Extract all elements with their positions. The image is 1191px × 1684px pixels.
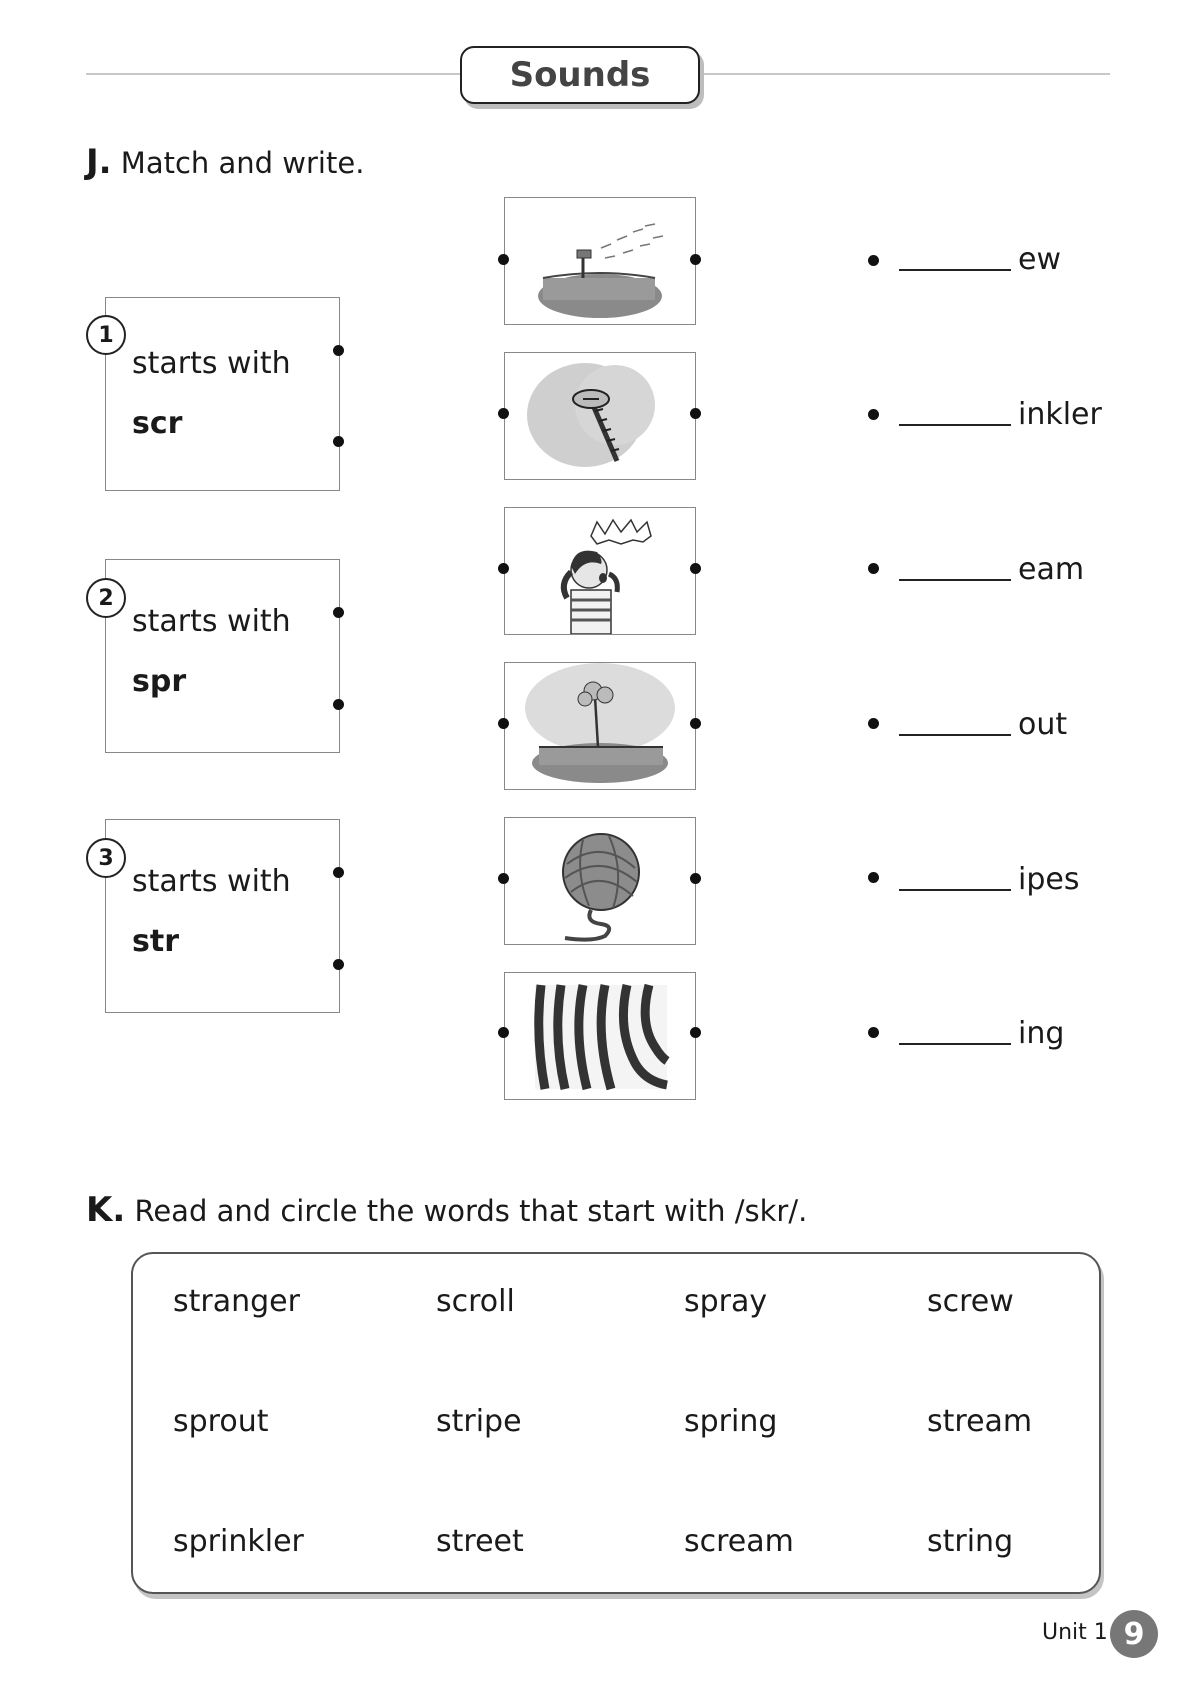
sprout-icon: [505, 663, 695, 789]
start-cluster: scr: [132, 406, 183, 441]
string-ball-icon: [505, 818, 695, 944]
match-dot[interactable]: [498, 873, 509, 884]
match-dot[interactable]: [868, 255, 879, 266]
start-text: starts with: [132, 864, 291, 899]
word-ending: eam: [1018, 552, 1085, 587]
word-box: [131, 1252, 1101, 1594]
screw-icon: [505, 353, 695, 479]
page-number: 9: [1110, 1610, 1158, 1658]
girl-screaming-icon: [505, 508, 695, 634]
match-dot[interactable]: [868, 718, 879, 729]
section-k-heading: [86, 1190, 807, 1230]
section-k-instruction: Read and circle the words that start with /skr/.: [134, 1194, 808, 1228]
word-item[interactable]: scroll: [436, 1284, 515, 1319]
word-item[interactable]: string: [927, 1524, 1014, 1559]
match-dot[interactable]: [498, 1027, 509, 1038]
header-rule-right: [696, 73, 1110, 75]
write-blank[interactable]: [899, 424, 1011, 426]
string-ball-picture: [504, 817, 696, 945]
match-dot[interactable]: [690, 873, 701, 884]
start-box-2: [105, 559, 340, 753]
sprinkler-icon: [505, 198, 695, 324]
word-ending: inkler: [1018, 397, 1102, 432]
match-dot[interactable]: [333, 345, 344, 356]
match-dot[interactable]: [498, 408, 509, 419]
match-dot[interactable]: [333, 699, 344, 710]
number-circle-2: 2: [86, 578, 126, 618]
zebra-stripes-icon: [505, 973, 695, 1099]
match-dot[interactable]: [868, 563, 879, 574]
match-dot[interactable]: [690, 408, 701, 419]
start-box-3: [105, 819, 340, 1013]
start-text: starts with: [132, 346, 291, 381]
match-dot[interactable]: [690, 1027, 701, 1038]
write-blank[interactable]: [899, 579, 1011, 581]
word-item[interactable]: sprinkler: [173, 1524, 304, 1559]
start-text: starts with: [132, 604, 291, 639]
word-ending: ing: [1018, 1016, 1065, 1051]
write-blank[interactable]: [899, 1043, 1011, 1045]
write-blank[interactable]: [899, 889, 1011, 891]
word-item[interactable]: stranger: [173, 1284, 300, 1319]
word-ending: ew: [1018, 242, 1061, 277]
match-dot[interactable]: [333, 867, 344, 878]
match-dot[interactable]: [333, 607, 344, 618]
match-dot[interactable]: [690, 718, 701, 729]
match-dot[interactable]: [498, 563, 509, 574]
match-dot[interactable]: [333, 959, 344, 970]
start-box-1: [105, 297, 340, 491]
write-blank[interactable]: [899, 734, 1011, 736]
section-j-letter: J.: [86, 142, 112, 182]
page-title: Sounds: [460, 46, 700, 104]
word-item[interactable]: scream: [684, 1524, 794, 1559]
write-blank[interactable]: [899, 269, 1011, 271]
sprout-picture: [504, 662, 696, 790]
word-item[interactable]: sprout: [173, 1404, 269, 1439]
word-item[interactable]: spray: [684, 1284, 768, 1319]
section-j-instruction: Match and write.: [120, 146, 365, 180]
match-dot[interactable]: [868, 409, 879, 420]
match-dot[interactable]: [333, 436, 344, 447]
match-dot[interactable]: [868, 872, 879, 883]
word-item[interactable]: screw: [927, 1284, 1014, 1319]
match-dot[interactable]: [868, 1027, 879, 1038]
word-item[interactable]: street: [436, 1524, 524, 1559]
section-k-letter: K.: [86, 1190, 126, 1230]
header-rule-left: [86, 73, 462, 75]
sprinkler-picture: [504, 197, 696, 325]
match-dot[interactable]: [498, 254, 509, 265]
number-circle-3: 3: [86, 838, 126, 878]
start-cluster: str: [132, 924, 179, 959]
section-j-heading: [86, 142, 364, 182]
word-ending: ipes: [1018, 862, 1080, 897]
word-item[interactable]: stripe: [436, 1404, 522, 1439]
start-cluster: spr: [132, 664, 187, 699]
match-dot[interactable]: [690, 563, 701, 574]
zebra-stripes-picture: [504, 972, 696, 1100]
unit-label: Unit 1: [1042, 1620, 1108, 1645]
number-circle-1: 1: [86, 315, 126, 355]
match-dot[interactable]: [498, 718, 509, 729]
word-ending: out: [1018, 707, 1068, 742]
word-item[interactable]: stream: [927, 1404, 1033, 1439]
match-dot[interactable]: [690, 254, 701, 265]
girl-screaming-picture: [504, 507, 696, 635]
word-item[interactable]: spring: [684, 1404, 778, 1439]
screw-picture: [504, 352, 696, 480]
